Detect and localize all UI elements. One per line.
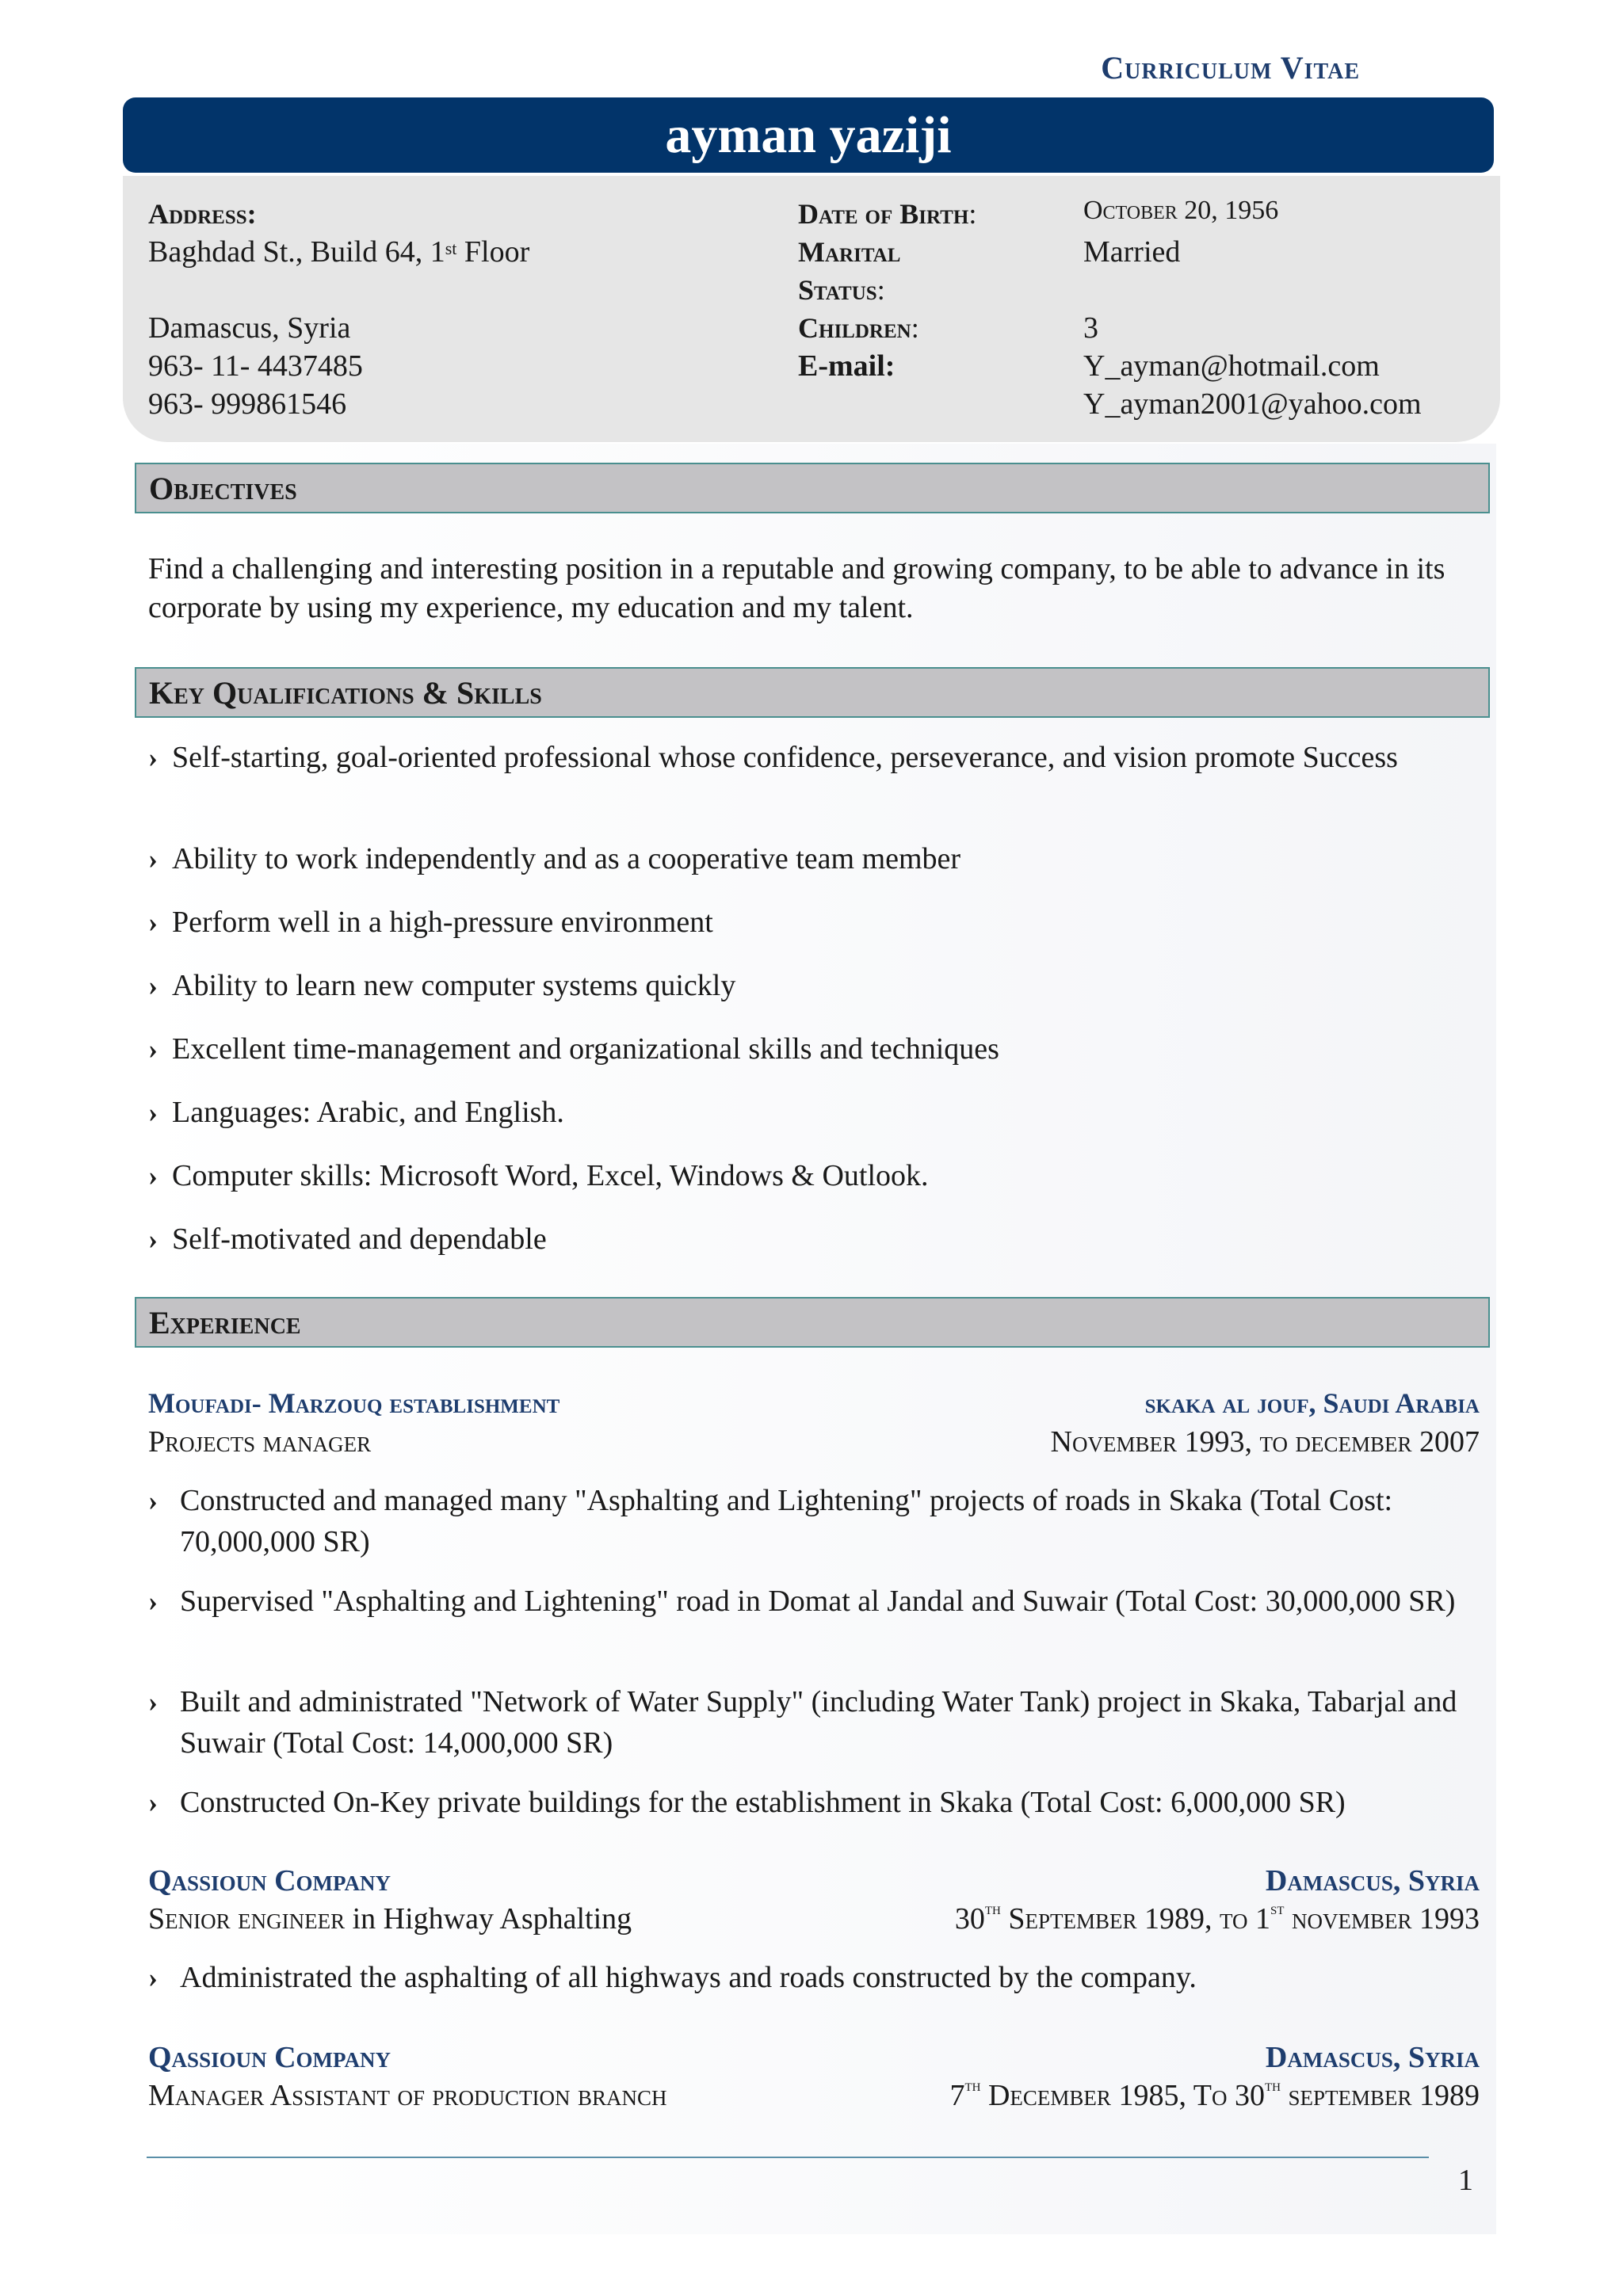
chevron-right-icon: ›	[148, 1686, 158, 1718]
job-bullet: › Constructed and managed many "Asphalting and Lightening" projects of roads in Skaka (Total Cost: 70,000,000 SR)	[148, 1480, 1495, 1562]
address-label: Address:	[148, 198, 257, 230]
job-bullet: › Constructed On-Key private buildings for the establishment in Skaka (Total Cost: 6,000,000 SR)	[148, 1782, 1495, 1823]
section-skills: Key Qualifications & Skills	[135, 667, 1490, 718]
job-dates: 7th December 1985, To 30th september 1989	[949, 2075, 1480, 2112]
chevron-right-icon: ›	[148, 1223, 158, 1255]
job-bullet: › Built and administrated "Network of Water Supply" (including Water Tank) project in Skaka, Tabarjal and Suwair (Total Cost: 14,000,000 SR)	[148, 1681, 1495, 1764]
skill-item: › Computer skills: Microsoft Word, Excel, Windows & Outlook.	[148, 1155, 1495, 1196]
email-1: Y_ayman@hotmail.com	[1083, 349, 1380, 383]
address-line-2: Damascus, Syria	[148, 311, 351, 345]
section-objectives: Objectives	[135, 463, 1490, 513]
chevron-right-icon: ›	[148, 742, 158, 773]
phone-1: 963- 11- 4437485	[148, 349, 363, 383]
chevron-right-icon: ›	[148, 1097, 158, 1128]
job-bullet: › Administrated the asphalting of all highways and roads constructed by the company.	[148, 1957, 1495, 1998]
job-dates: 30th September 1989, to 1st november 1993	[954, 1898, 1480, 1936]
footer-divider	[147, 2157, 1429, 2158]
skill-item: › Excellent time-management and organizational skills and techniques	[148, 1028, 1495, 1070]
chevron-right-icon: ›	[148, 1962, 158, 1993]
job-title: Projects manager	[148, 1425, 372, 1459]
chevron-right-icon: ›	[148, 906, 158, 938]
dob-label: Date of Birth:	[798, 198, 977, 230]
children-value: 3	[1083, 311, 1098, 345]
job-title: Senior engineer in Highway Asphalting	[148, 1902, 632, 1936]
skill-item: › Ability to work independently and as a cooperative team member	[148, 838, 1495, 879]
chevron-right-icon: ›	[148, 1485, 158, 1516]
email-2: Y_ayman2001@yahoo.com	[1083, 387, 1422, 421]
marital-label-1: Marital	[798, 236, 901, 268]
chevron-right-icon: ›	[148, 1160, 158, 1192]
cv-label: Curriculum Vitae	[1101, 50, 1360, 86]
skill-item: › Self-starting, goal-oriented professional whose confidence, perseverance, and vision promote Success	[148, 737, 1495, 778]
name-banner	[123, 97, 1494, 173]
objectives-text: Find a challenging and interesting position in a reputable and growing company, to be able to advance in its corporate by using my experience, my education and my talent.	[148, 552, 1445, 624]
marital-value: Married	[1083, 235, 1181, 269]
candidate-name: ayman yaziji	[665, 105, 952, 164]
children-label: Children:	[798, 312, 919, 344]
section-experience: Experience	[135, 1297, 1490, 1348]
chevron-right-icon: ›	[148, 1033, 158, 1065]
job-subheader	[148, 2075, 1480, 2118]
job-header	[148, 2040, 1480, 2080]
dob-value: October 20, 1956	[1083, 196, 1279, 225]
job-organization: Qassioun Company	[148, 1864, 391, 1897]
job-title: Manager Assistant of production branch	[148, 2079, 667, 2112]
chevron-right-icon: ›	[148, 843, 158, 875]
job-subheader	[148, 1425, 1480, 1464]
skill-item: › Self-motivated and dependable	[148, 1219, 1495, 1260]
address-line-1: Baghdad St., Build 64, 1st Floor	[148, 235, 530, 269]
job-location: skaka al jouf, Saudi Arabia	[1144, 1387, 1480, 1419]
marital-label-2: Status:	[798, 274, 885, 306]
job-location: Damascus, Syria	[1265, 2041, 1480, 2074]
job-subheader	[148, 1898, 1480, 1941]
phone-2: 963- 999861546	[148, 387, 347, 421]
job-location: Damascus, Syria	[1265, 1864, 1480, 1897]
skill-item: › Perform well in a high-pressure environment	[148, 902, 1495, 943]
chevron-right-icon: ›	[148, 1585, 158, 1617]
page-number: 1	[1458, 2164, 1473, 2197]
job-bullet: › Supervised "Asphalting and Lightening" road in Domat al Jandal and Suwair (Total Cost: 30,000,000 SR)	[148, 1581, 1495, 1622]
chevron-right-icon: ›	[148, 970, 158, 1001]
chevron-right-icon: ›	[148, 1787, 158, 1818]
job-header	[148, 1386, 1480, 1426]
job-organization: Moufadi- Marzouq establishment	[148, 1387, 560, 1419]
job-header	[148, 1863, 1480, 1903]
personal-info-box	[123, 176, 1500, 442]
skill-item: › Ability to learn new computer systems quickly	[148, 965, 1495, 1006]
job-organization: Qassioun Company	[148, 2041, 391, 2074]
email-label: E-mail:	[798, 349, 896, 383]
skill-item: › Languages: Arabic, and English.	[148, 1092, 1495, 1133]
job-dates: November 1993, to december 2007	[1050, 1425, 1480, 1459]
